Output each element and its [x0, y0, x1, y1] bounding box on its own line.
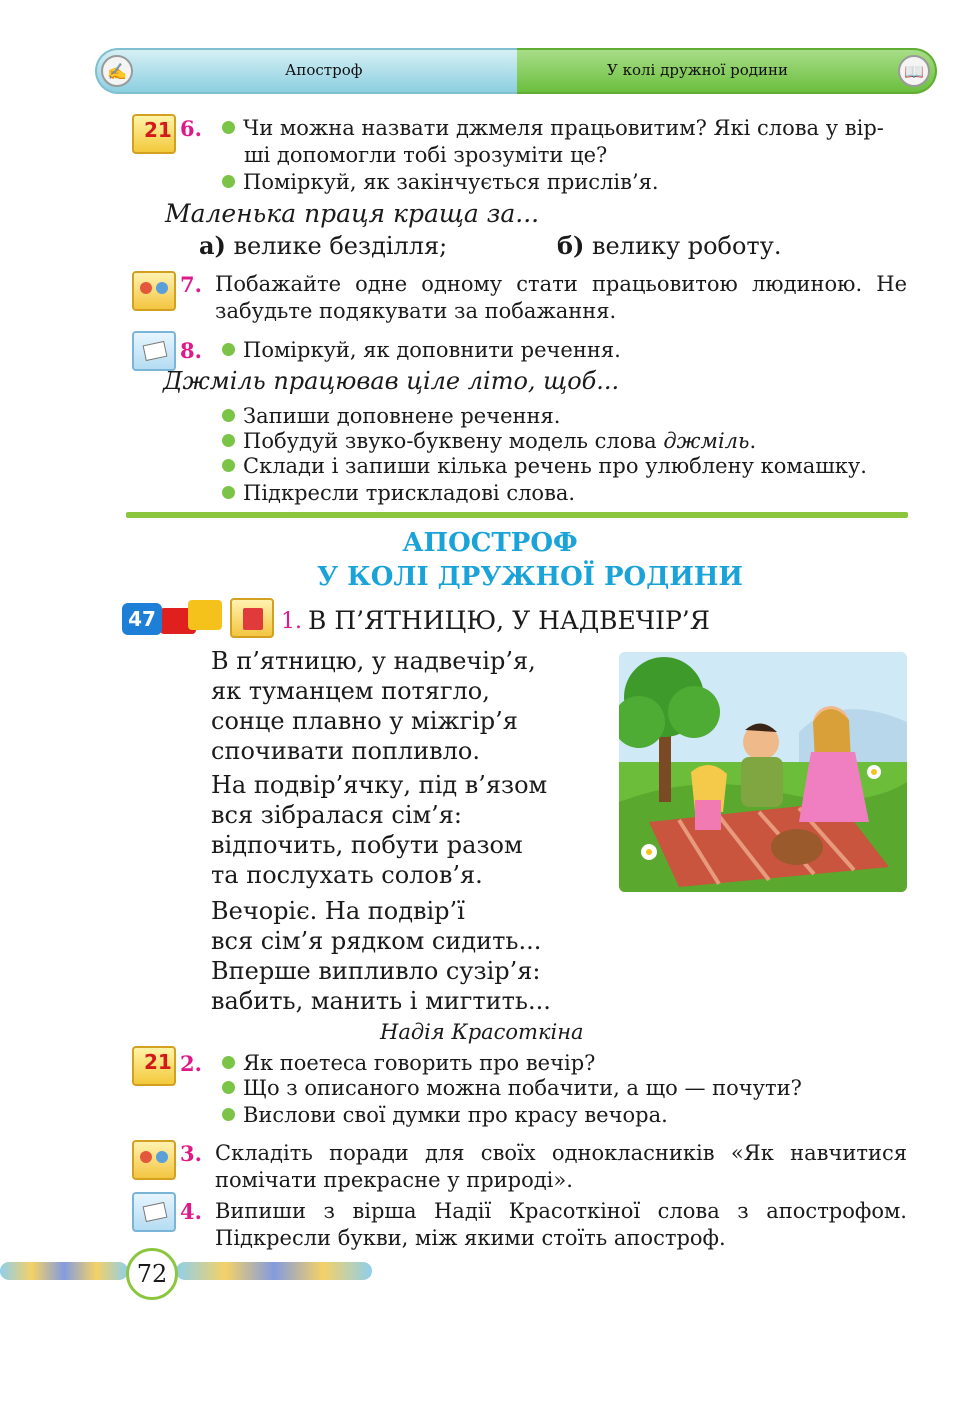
task-6-line-1: Чи можна назвати джмеля працьовитим? Які слова у вір- — [222, 115, 884, 142]
bullet-icon — [222, 121, 235, 134]
task-4-text: Випиши з вірша Надії Красоткіної слова з апострофом. Підкресли букви, між якими стоїть апостроф. — [215, 1199, 907, 1250]
task-3-text: Складіть поради для своїх однокласників «Як навчитися помічати прекрасне у природі». — [215, 1141, 907, 1192]
poem-line: відпочить, побути разом — [211, 831, 523, 859]
bullet-icon — [222, 175, 235, 188]
task-8-sentence: Джміль працював ціле літо, щоб... — [163, 367, 620, 395]
writing-icon — [132, 331, 176, 371]
calendar-21-icon: 21 — [132, 114, 176, 154]
bullet-icon — [222, 409, 235, 422]
bullet-icon — [222, 434, 235, 447]
task-1-number: 1. — [281, 609, 302, 634]
proverb: Маленька праця краща за... — [165, 199, 540, 228]
task-8-bullet-2: Побудуй звуко-буквену модель слова джміль. — [222, 428, 756, 455]
writing-icon — [132, 1192, 176, 1232]
section-title: АПОСТРОФ — [402, 528, 578, 558]
task-2-bullet-1: Як поетеса говорить про вечір? — [222, 1050, 595, 1077]
option-a: а) велике безділля; — [199, 231, 448, 260]
floral-ornament-left — [0, 1262, 128, 1280]
reading-icon — [230, 598, 274, 638]
bullet-icon — [222, 1081, 235, 1094]
task-2-number: 2. — [180, 1051, 202, 1076]
bullet-icon — [222, 1108, 235, 1121]
option-b: б) велику роботу. — [557, 231, 782, 260]
section-divider — [126, 512, 908, 518]
header-right-title: У колі дружної родини — [607, 61, 789, 79]
bullet-icon — [222, 486, 235, 499]
poem-line: вся зібралася сім’я: — [211, 801, 463, 829]
bullet-icon — [222, 1056, 235, 1069]
lesson-number-badge: 47 — [122, 603, 162, 635]
task-2-bullet-3: Вислови свої думки про красу вечора. — [222, 1102, 668, 1129]
poem-title: В П’ЯТНИЦЮ, У НАДВЕЧІР’Я — [308, 606, 710, 635]
calendar-21-icon: 21 — [132, 1046, 176, 1086]
poem-line: В п’ятницю, у надвечір’я, — [211, 647, 536, 675]
lego-brick-yellow-icon — [188, 600, 222, 630]
pair-work-icon — [132, 271, 176, 311]
poem-line: вся сім’я рядком сидить... — [211, 927, 542, 955]
page-header — [95, 48, 937, 94]
poem-author: Надія Красоткіна — [380, 1020, 584, 1044]
pair-work-icon — [132, 1140, 176, 1180]
task-4-number: 4. — [180, 1199, 202, 1224]
task-8-bullet-1: Запиши доповнене речення. — [222, 403, 560, 430]
open-book-icon: 📖 — [898, 55, 930, 87]
task-8-bullet-3: Склади і запиши кілька речень про улюблену комашку. — [222, 453, 867, 480]
task-6-number: 6. — [180, 116, 202, 141]
poem-line: як туманцем потягло, — [211, 677, 490, 705]
page-number: 72 — [126, 1248, 178, 1300]
task-2-bullet-2: Що з описаного можна побачити, а що — почути? — [222, 1075, 802, 1102]
poem-line: Вперше випливло сузір’я: — [211, 957, 541, 985]
task-8-line-1: Поміркуй, як доповнити речення. — [222, 337, 621, 364]
task-7-text: Побажайте одне одному стати працьовитою людиною. Не забудьте подякувати за побажання. — [215, 272, 907, 323]
floral-ornament-right — [176, 1262, 372, 1280]
task-8-bullet-4: Підкресли трискладові слова. — [222, 480, 575, 507]
poem-line: вабить, манить і мигтить... — [211, 987, 551, 1015]
section-subtitle: У КОЛІ ДРУЖНОЇ РОДИНИ — [317, 562, 743, 592]
task-6-line-3: Поміркуй, як закінчується прислів’я. — [222, 169, 659, 196]
task-8-number: 8. — [180, 338, 202, 363]
poem-line: сонце плавно у міжгір’я — [211, 707, 518, 735]
pen-hand-icon: ✍ — [101, 55, 133, 87]
header-left-title: Апостроф — [285, 61, 363, 79]
bullet-icon — [222, 343, 235, 356]
task-3-number: 3. — [180, 1141, 202, 1166]
task-7-number: 7. — [180, 272, 202, 297]
poem-line: На подвір’ячку, під в’язом — [211, 771, 548, 799]
task-6-line-2: ші допомогли тобі зрозуміти це? — [244, 143, 608, 167]
bullet-icon — [222, 459, 235, 472]
poem-line: Вечоріє. На подвір’ї — [211, 897, 465, 925]
family-picnic-illustration — [619, 652, 907, 892]
poem-line: та послухать солов’я. — [211, 861, 483, 889]
poem-line: спочивати попливло. — [211, 737, 480, 765]
